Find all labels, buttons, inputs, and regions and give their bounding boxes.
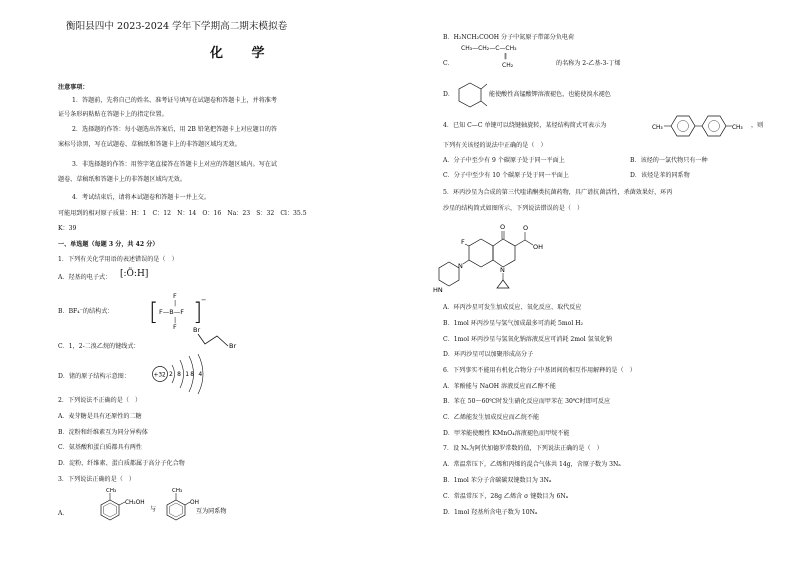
fluorine-bond: [465, 244, 469, 246]
hydroxyl-bond: [525, 240, 533, 245]
q4-stem-end: ，则: [751, 122, 764, 129]
charge-minus: −: [201, 296, 207, 304]
ch3-right-label: CH₃: [732, 125, 743, 131]
q1-option-a-label: A．羟基的电子式：: [58, 274, 112, 281]
dimethylbiphenyl-structure: [652, 110, 764, 138]
q5-stem-line-2: 沙星的结构简式如图所示，下列说法错误的是（ ）: [443, 205, 584, 212]
q3-option-b: B．H₂NCH₂COOH 分子中氮原子带部分负电荷: [443, 34, 575, 41]
notice-line-6: 题卷、草稿纸和答题卡上的非答题区域均无效。: [58, 176, 186, 183]
notice-line-2: 证号条形码粘贴在答题卡上的指定位置。: [58, 111, 168, 118]
notice-line-4: 案标号涂黑，写在试题卷、草稿纸和答题卡上的非答题区域均无效。: [58, 141, 241, 148]
hydroxyl-electron-formula: [120, 270, 148, 279]
piperazine-ring: [439, 262, 459, 286]
atomic-mass-line-2: K：39: [58, 225, 77, 232]
germanium-atom-diagram: [148, 354, 238, 394]
bond-bottom: |: [174, 316, 177, 324]
q7-option-b: B．1mol 苯分子含碳碳双键数目为 3Nₐ: [443, 477, 552, 484]
bond-top: |: [174, 299, 177, 307]
carbon-chain: [198, 334, 228, 346]
q1-option-d-label: D．锗的原子结构示意图：: [58, 373, 130, 380]
notice-heading: 注意事项：: [58, 84, 89, 91]
ch2oh-label: CH₂OH: [125, 500, 145, 506]
q4-option-b: B．该烃的一氯代物只有一种: [630, 157, 708, 164]
aromatic-circle-right: [709, 121, 720, 132]
q2-option-d: D．淀粉、纤维素、蛋白质都属于高分子化合物: [58, 460, 185, 467]
q2-option-c: C．氨基酸和蛋白质都具有两性: [58, 444, 142, 451]
pyridone-ring: [493, 239, 515, 267]
methyl-branch-1: [481, 84, 487, 89]
shell-electrons: 2 8 18 4: [169, 371, 204, 378]
q3-option-d-text: 能使酸性高锰酸钾溶液褪色，也能使溴水褪色: [489, 91, 611, 98]
methyl-branch-2: [481, 101, 487, 106]
cyclohexane-ring: [459, 83, 481, 107]
methyl-1: CH₃: [106, 488, 117, 494]
q4-option-c: C．分子中至少有 10 个碳原子处于同一平面上: [443, 172, 569, 179]
q7-option-c: C．常温常压下，28g 乙烯含 σ 键数目为 6Nₐ: [443, 493, 569, 500]
benzene-inner-2: [170, 503, 183, 517]
carboxyl-bond: [515, 240, 525, 246]
fluorine-top: F: [173, 292, 177, 300]
benzyl-alcohol-cresol-structures: [98, 485, 278, 525]
methyl-2: CH₃: [172, 488, 183, 494]
q5-option-c: C．1mol 环丙沙星与氢氧化钠溶液反应可消耗 2mol 氢氧化钠: [443, 336, 612, 343]
q5-option-b: B．1mol 环丙沙星与氢气加成最多可消耗 5mol H₂: [443, 320, 583, 327]
q7-stem: 7．设 Nₐ为阿伏加德罗常数的值，下列说法正确的是（ ）: [443, 445, 603, 452]
q6-option-b: B．苯在 50～60℃时发生硝化反应而甲苯在 30℃时即可反应: [443, 398, 611, 405]
ethyl-butene-formula: [461, 45, 517, 54]
double-bond-mark: ‖: [504, 53, 507, 60]
q1-stem: 1．下列有关化学用语的表述错误的是（ ）: [58, 256, 178, 263]
q6-option-d: D．甲苯能使酸性 KMnO₄溶液褪色而甲烷不能: [443, 430, 570, 437]
piperazine-nitrogen: N: [458, 262, 463, 270]
benzene-ring-right: [702, 116, 726, 136]
q6-option-c: C．乙烯能发生加成反应而乙烷不能: [443, 414, 540, 421]
q5-stem-line-1: 5．环丙沙星为合成的第三代喹诺酮类抗菌药物，具广谱抗菌活性，杀菌效果好，环丙: [443, 189, 673, 196]
notice-line-1: 1．答题前，先将自己的姓名、准考证号填写在试题卷和答题卡上，并将准考: [72, 97, 277, 104]
fluorobenzene-ring: [469, 239, 493, 267]
bromine-right: Br: [229, 342, 237, 350]
hydroxyl-group: OH: [533, 243, 544, 251]
q4-option-a: A．分子中至少有 9 个碳原子处于同一平面上: [443, 157, 565, 164]
and-label: 与: [150, 506, 157, 513]
q3-option-d-label: D．: [443, 91, 454, 98]
bracket-left: [: [120, 269, 124, 279]
fluorine-atom: F: [461, 238, 465, 246]
atomic-mass-line-1: 可能用到的相对原子质量：H：1 C：12 N：14 O：16 Na：23 S：32 Cl：35.5: [58, 210, 307, 217]
homolog-text: 互为同系物: [196, 508, 227, 515]
cyclopropyl-ring: [497, 280, 509, 288]
ketone-oxygen: O: [500, 223, 506, 231]
q6-stem: 6．下列事实不能用有机化合物分子中基团间的相互作用解释的是（ ）: [443, 367, 636, 374]
q3-option-a-label: A．: [58, 510, 69, 517]
bracket-right: ]: [193, 298, 203, 326]
q4-option-d: D．该烃是苯的同系物: [630, 172, 690, 179]
piperazine-bond: [463, 260, 469, 264]
carboxyl-oxygen: O: [523, 224, 529, 232]
dibromoethane-skeletal: [183, 326, 243, 350]
ch3-left-label: CH₃: [652, 125, 663, 131]
bromine-left: Br: [193, 326, 201, 334]
q4-sub-stem: 下列有关该烃的说法中正确的是（ ）: [443, 142, 547, 149]
q7-option-d: D．1mol 羟基所含电子数为 10Nₐ: [443, 509, 538, 516]
q2-option-a: A．麦芽糖是具有还原性的二糖: [58, 413, 142, 420]
q5-option-a: A．环丙沙星可发生加成反应、氧化反应、取代反应: [443, 304, 582, 311]
q4-stem: 4．已知 C—C 单键可以绕键轴旋转，某烃结构简式可表示为: [443, 122, 607, 129]
piperazine-nh: HN: [433, 286, 443, 294]
benzene-ring-left: [671, 116, 695, 136]
quinolone-nitrogen: N: [500, 266, 505, 274]
q6-option-a: A．苯酚能与 NaOH 溶液反应而乙醇不能: [443, 383, 556, 390]
bf4-center: F—B—F: [159, 308, 184, 316]
q2-stem: 2．下列说法不正确的是（ ）: [58, 397, 142, 404]
notice-line-3: 2．选择题的作答：每小题选出答案后，用 2B 铅笔把答题卡上对应题目的答: [72, 126, 278, 133]
notice-line-7: 4．考试结束后，请将本试题卷和答题卡一并上交。: [72, 194, 210, 201]
q3-option-c-name: 的名称为 2-乙基-3-丁烯: [556, 60, 621, 67]
oh-label: OH: [190, 500, 199, 506]
benzene-inner-1: [104, 503, 117, 517]
nucleus-charge: +32: [153, 372, 166, 379]
formula-main: CH₃—CH₂—C—CH₃: [461, 45, 517, 52]
oxygen-dots: :Ö:: [123, 269, 137, 279]
exam-title: 衡阳县四中 2023-2024 学年下学期高二期末模拟卷: [66, 21, 288, 32]
subject-title: 化 学: [210, 46, 277, 61]
section-heading: 一、单选题（每题 3 分，共 42 分）: [58, 241, 159, 248]
hydrogen: H: [136, 269, 145, 279]
q1-option-b-label: B．BF₄⁻的结构式：: [58, 308, 114, 315]
q3-option-c-label: C．: [443, 60, 454, 67]
fluorine-bottom: F: [173, 323, 177, 331]
q5-option-d: D．环丙沙星可以加聚形成高分子: [443, 351, 534, 358]
q3-stem: 3．下列说法正确的是（ ）: [58, 476, 136, 483]
notice-line-5: 3．非选择题的作答：用签字笔直接答在答题卡上对应的答题区域内。写在试: [72, 161, 277, 168]
ciprofloxacin-structure: [433, 222, 575, 298]
aromatic-circle-left: [678, 121, 689, 132]
q1-option-c-label: C．1，2-二溴乙烷的键线式：: [58, 343, 140, 350]
bracket-right: ]: [144, 269, 149, 279]
bracket-left: [: [149, 298, 159, 326]
methylene-group: CH₂: [502, 62, 514, 69]
q7-option-a: A．常温常压下，乙烯和丙烯的混合气体共 14g，含原子数为 3Nₐ: [443, 461, 621, 468]
q2-option-b: B．淀粉和纤维素互为同分异构体: [58, 429, 148, 436]
